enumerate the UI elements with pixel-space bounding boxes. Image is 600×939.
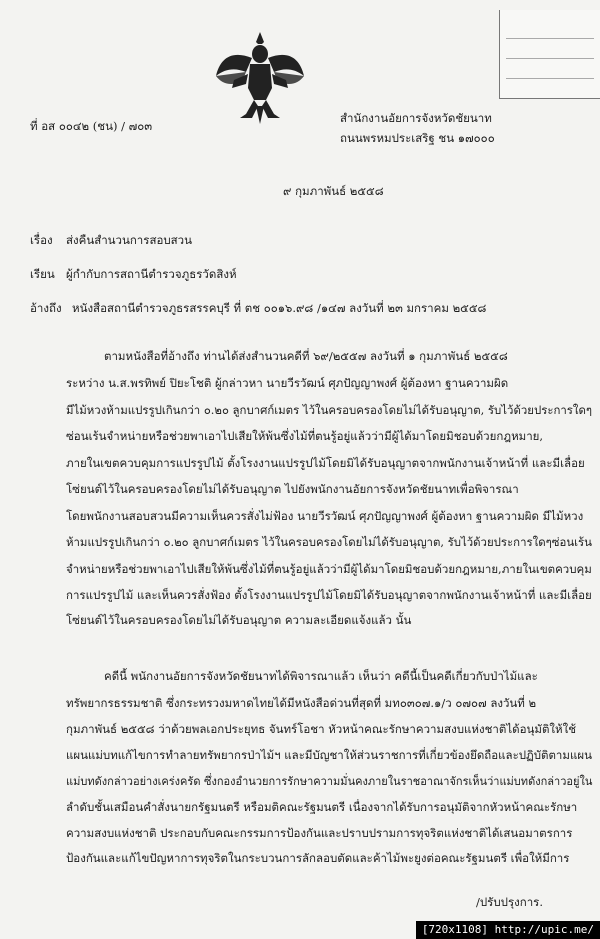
paragraph-line: แม่บทดังกล่าวอย่างเคร่งครัด ซึ่งกองอำนวยการรักษาความมั่นคงภายในราชอาณาจักรเห็นว่าแม่บทดังกล่าวอยู่ใน [66, 774, 593, 788]
image-source-tag: [720x1108] http://upic.me/ [416, 921, 600, 939]
garuda-emblem-icon [212, 28, 308, 128]
paragraph-line: ความสงบแห่งชาติ ประกอบกับคณะกรรมการป้องกันและปราบปรามการทุจริตแห่งชาติได้เสนอมาตรการ [66, 826, 573, 840]
document-date: ๙ กุมภาพันธ์ ๒๕๕๘ [283, 184, 384, 198]
receipt-stamp [499, 10, 600, 99]
paragraph-line: จำหน่ายหรือช่วยพาเอาไปเสียให้พ้นซึ่งไม้ที่ตนรู้อยู่แล้วว่ามีผู้ได้มาโดยมิชอบด้วยกฎหมาย,ภายในเขตควบคุม [66, 562, 592, 576]
reference-text: หนังสือสถานีตำรวจภูธรสรรคบุรี ที่ ตช ๐๐๑๖.๙๘ /๑๔๗ ลงวันที่ ๒๓ มกราคม ๒๕๕๘ [72, 301, 487, 315]
paragraph-line: ระหว่าง น.ส.พรทิพย์ ปิยะโชติ ผู้กล่าวหา นายวีรวัฒน์ ศุภปัญญาพงศ์ ผู้ต้องหา ฐานความผิด [66, 376, 509, 390]
office-name: สำนักงานอัยการจังหวัดชัยนาท [340, 111, 492, 125]
paragraph-line: มีไม้หวงห้ามแปรรูปเกินกว่า ๐.๒๐ ลูกบาศก์เมตร ไว้ในครอบครองโดยไม่ได้รับอนุญาต, รับไว้ด้วยประการใดๆ [66, 403, 593, 417]
subject-label: เรื่อง [30, 233, 53, 247]
paragraph-line: ตามหนังสือที่อ้างถึง ท่านได้ส่งสำนวนคดีที่ ๖๙/๒๕๕๗ ลงวันที่ ๑ กุมภาพันธ์ ๒๕๕๘ [104, 349, 508, 363]
paragraph-line: ซ่อนเร้นจำหน่ายหรือช่วยพาเอาไปเสียให้พ้นซึ่งไม้ที่ตนรู้อยู่แล้วว่ามีผู้ได้มาโดยมิชอบด้วยกฎหมาย, [66, 429, 544, 443]
paragraph-line: แผนแม่บทแก้ไขการทำลายทรัพยากรป่าไม้ฯ และมีบัญชาให้ส่วนราชการที่เกี่ยวข้องยึดถือและปฏิบัติตามแผน [66, 748, 592, 762]
recipient-label: เรียน [30, 267, 55, 281]
paragraph-line: ป้องกันและแก้ไขปัญหาการทุจริตในกระบวนการลักลอบตัดและค้าไม้พะยูงต่อคณะรัฐมนตรี เพื่อให้มีการ [66, 851, 570, 865]
continued-marker: /ปรับปรุงการ. [476, 895, 543, 909]
document-number: ที่ อส ๐๐๔๒ (ชน) / ๗๐๓ [30, 119, 153, 133]
paragraph-line: ภายในเขตควบคุมการแปรรูปไม้ ตั้งโรงงานแปรรูปไม้โดยมิได้รับอนุญาตจากพนักงานเจ้าหน้าที่ และมีเลื่อย [66, 456, 585, 470]
paragraph-line: ลำดับชั้นเสมือนคำสั่งนายกรัฐมนตรี หรือมติคณะรัฐมนตรี เนื่องจากได้รับการอนุมัติจากหัวหน้าคณะรักษา [66, 800, 578, 814]
subject-text: ส่งคืนสำนวนการสอบสวน [66, 233, 193, 247]
paragraph-line: โซ่ยนต์ไว้ในครอบครองโดยไม่ได้รับอนุญาต ความละเอียดแจ้งแล้ว นั้น [66, 613, 412, 627]
paragraph-line: โดยพนักงานสอบสวนมีความเห็นควรสั่งไม่ฟ้อง นายวีรวัฒน์ ศุภปัญญาพงศ์ ผู้ต้องหา ฐานความผิด มีไม้หวง [66, 509, 584, 523]
office-address: ถนนพรหมประเสริฐ ชน ๑๗๐๐๐ [340, 131, 495, 145]
paragraph-line: กุมภาพันธ์ ๒๕๕๘ ว่าด้วยพลเอกประยุทธ จันทร์โอชา หัวหน้าคณะรักษาความสงบแห่งชาติได้อนุมัติให้ใช้ [66, 722, 577, 736]
recipient-text: ผู้กำกับการสถานีตำรวจภูธรวัดสิงห์ [66, 267, 237, 281]
paragraph-line: โซ่ยนต์ไว้ในครอบครองโดยไม่ได้รับอนุญาต ไปยังพนักงานอัยการจังหวัดชัยนาทเพื่อพิจารณา [66, 482, 519, 496]
paragraph-line: การแปรรูปไม้ และเห็นควรสั่งฟ้อง ตั้งโรงงานแปรรูปไม้โดยมิได้รับอนุญาตจากพนักงานเจ้าหน้าที่ และมีเลื่อย [66, 588, 592, 602]
paragraph-line: ทรัพยากรธรรมชาติ ซึ่งกระทรวงมหาดไทยได้มีหนังสือด่วนที่สุดที่ มท๐๓๐๗.๑/ว ๐๗๐๗ ลงวันที่ ๒ [66, 696, 537, 710]
reference-label: อ้างถึง [30, 301, 62, 315]
paragraph-line: ห้ามแปรรูปเกินกว่า ๐.๒๐ ลูกบาศก์เมตร ไว้ในครอบครองโดยไม่ได้รับอนุญาต, รับไว้ด้วยประการใดๆซ่อนเร้น [66, 535, 592, 549]
paragraph-line: คดีนี้ พนักงานอัยการจังหวัดชัยนาทได้พิจารณาแล้ว เห็นว่า คดีนี้เป็นคดีเกี่ยวกับป่าไม้และ [104, 669, 538, 683]
